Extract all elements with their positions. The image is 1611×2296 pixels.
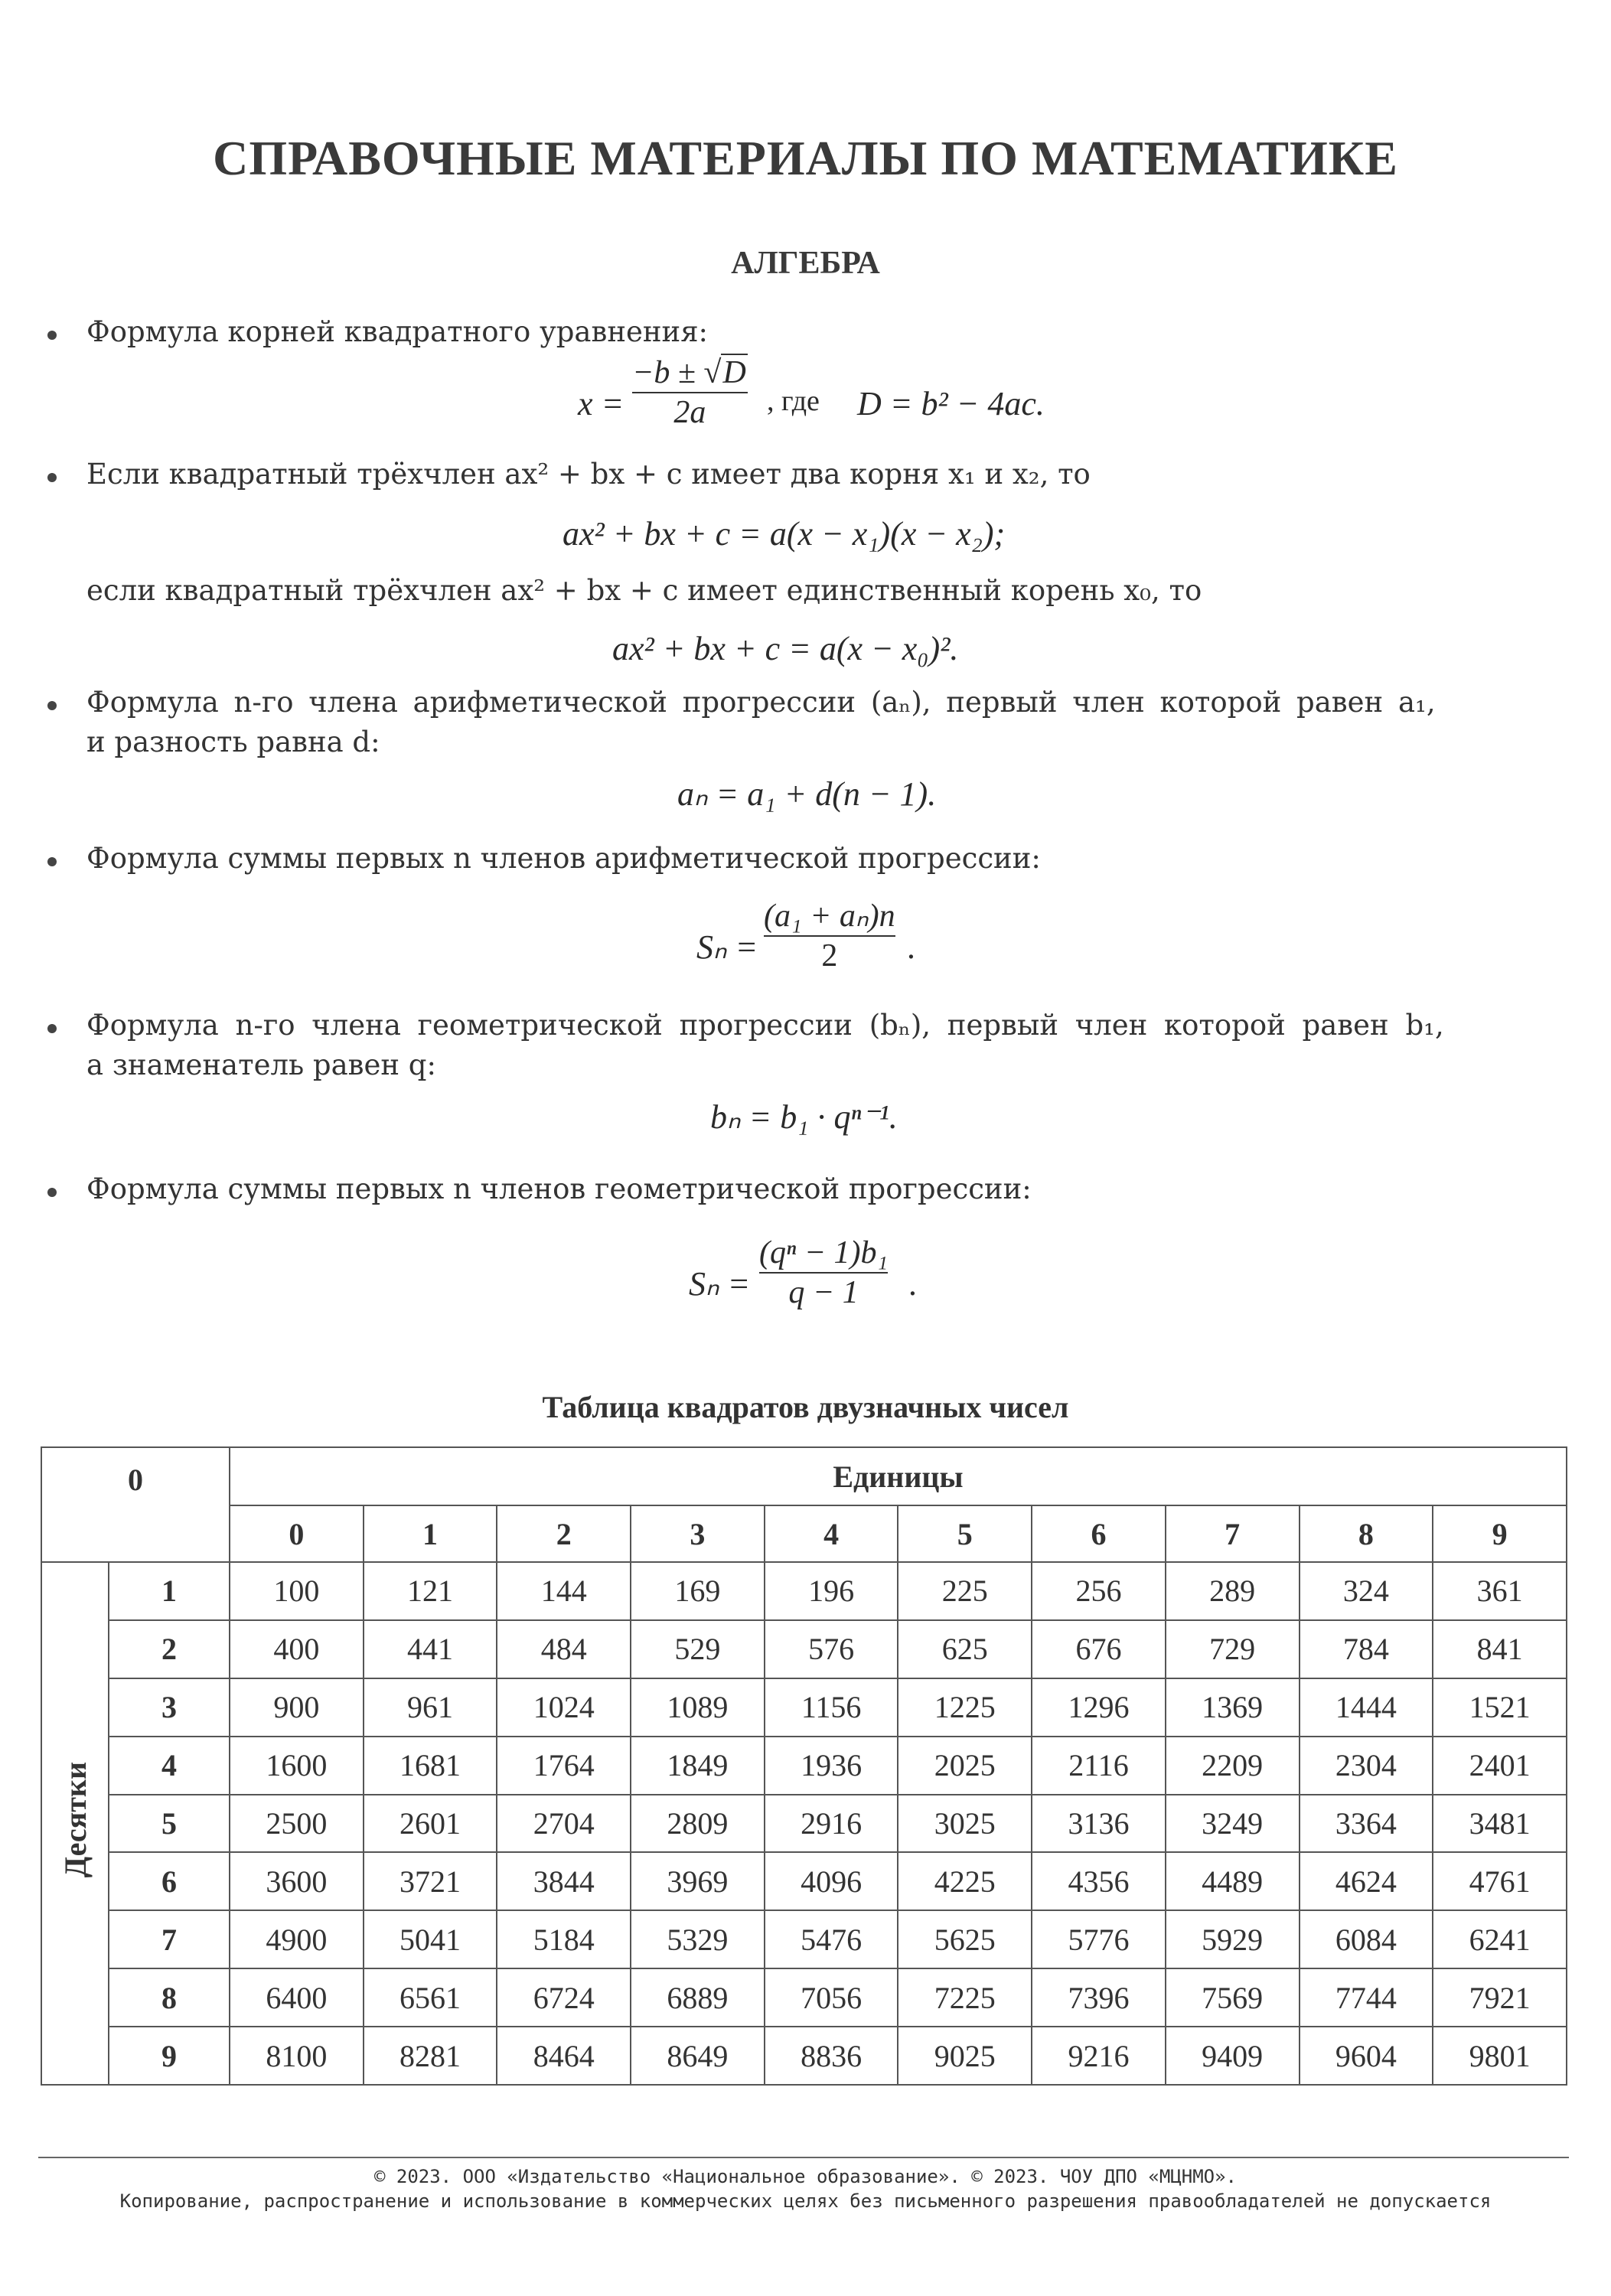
square-cell: 3249 — [1166, 1795, 1300, 1853]
square-cell: 169 — [631, 1562, 765, 1620]
page-title: СПРАВОЧНЫЕ МАТЕРИАЛЫ ПО МАТЕМАТИКЕ — [213, 131, 1398, 185]
square-cell: 5184 — [497, 1910, 631, 1968]
geom-sum-denominator: q − 1 — [788, 1275, 859, 1310]
quad-discriminant: D = b² − 4ac. — [857, 385, 1045, 422]
table-title: Таблица квадратов двузначных чисел — [542, 1390, 1069, 1424]
arith-sum-end: . — [908, 928, 916, 966]
arith-sum-denominator: 2 — [821, 938, 838, 974]
square-cell: 100 — [230, 1562, 364, 1620]
tens-label: Десятки — [57, 1761, 93, 1878]
arith-sum-lhs: Sₙ = — [696, 928, 758, 966]
arith-sum-numerator: (a₁ + aₙ)n — [764, 899, 895, 934]
square-cell: 144 — [497, 1562, 631, 1620]
trinomial-text-2: если квадратный трёхчлен ax² + bx + c имеет единственный корень x₀, то — [86, 574, 1202, 607]
quad-denominator: 2a — [673, 395, 706, 430]
square-cell: 1444 — [1300, 1678, 1433, 1737]
tens-header-6: 6 — [109, 1852, 230, 1910]
square-cell: 2500 — [230, 1795, 364, 1853]
table-row — [41, 1562, 1567, 1620]
square-cell: 5476 — [765, 1910, 898, 1968]
square-cell: 1849 — [631, 1737, 765, 1795]
quad-num-root: D — [722, 355, 746, 390]
square-cell: 4225 — [898, 1852, 1032, 1910]
square-cell: 121 — [364, 1562, 497, 1620]
units-header: Единицы — [230, 1447, 1567, 1505]
square-cell: 8649 — [631, 2027, 765, 2085]
unit-header-7: 7 — [1166, 1505, 1300, 1562]
square-cell: 625 — [898, 1620, 1032, 1678]
square-cell: 1296 — [1032, 1678, 1166, 1737]
table-row — [41, 1737, 1567, 1795]
footer-copyright: © 2023. ООО «Издательство «Национальное образование». © 2023. ЧОУ ДПО «МЦНМО». — [373, 2166, 1238, 2187]
tens-header-4: 4 — [109, 1737, 230, 1795]
table-row — [41, 1852, 1567, 1910]
unit-header-0: 0 — [230, 1505, 364, 1562]
unit-header-2: 2 — [497, 1505, 631, 1562]
square-cell: 3600 — [230, 1852, 364, 1910]
square-cell: 2209 — [1166, 1737, 1300, 1795]
square-cell: 6561 — [364, 1968, 497, 2027]
table-corner: 0 — [41, 1447, 230, 1562]
square-cell: 2916 — [765, 1795, 898, 1853]
square-cell: 784 — [1300, 1620, 1433, 1678]
square-cell: 1089 — [631, 1678, 765, 1737]
square-cell: 3721 — [364, 1852, 497, 1910]
arith-sum-text: Формула суммы первых n членов арифметической прогрессии: — [86, 842, 1041, 875]
square-cell: 3844 — [497, 1852, 631, 1910]
square-cell: 484 — [497, 1620, 631, 1678]
bullet-marker — [47, 857, 57, 866]
section-title: АЛГЕБРА — [731, 246, 880, 281]
arith-nth-text-2: и разность равна d: — [86, 726, 380, 758]
tens-header-1: 1 — [109, 1562, 230, 1620]
geom-sum-lhs: Sₙ = — [689, 1265, 751, 1303]
square-cell: 1936 — [765, 1737, 898, 1795]
table-row — [41, 1910, 1567, 1968]
square-cell: 6889 — [631, 1968, 765, 2027]
square-cell: 1521 — [1433, 1678, 1567, 1737]
square-cell: 7056 — [765, 1968, 898, 2027]
square-cell: 2116 — [1032, 1737, 1166, 1795]
square-cell: 576 — [765, 1620, 898, 1678]
square-cell: 6241 — [1433, 1910, 1567, 1968]
geom-nth-formula: bₙ = b₁ · qⁿ⁻¹. — [710, 1098, 898, 1136]
square-cell: 3481 — [1433, 1795, 1567, 1853]
square-cell: 5041 — [364, 1910, 497, 1968]
quad-where: , где — [767, 385, 820, 417]
tens-header-8: 8 — [109, 1968, 230, 2027]
square-cell: 961 — [364, 1678, 497, 1737]
square-cell: 7225 — [898, 1968, 1032, 2027]
tens-header-3: 3 — [109, 1678, 230, 1737]
tens-header-9: 9 — [109, 2027, 230, 2085]
bullet-marker — [47, 473, 57, 482]
square-cell: 8836 — [765, 2027, 898, 2085]
square-cell: 400 — [230, 1620, 364, 1678]
square-cell: 9025 — [898, 2027, 1032, 2085]
square-cell: 2601 — [364, 1795, 497, 1853]
table-row — [41, 2027, 1567, 2085]
unit-header-8: 8 — [1300, 1505, 1433, 1562]
square-cell: 1024 — [497, 1678, 631, 1737]
square-cell: 8464 — [497, 2027, 631, 2085]
square-cell: 9216 — [1032, 2027, 1166, 2085]
geom-nth-text-2: а знаменатель равен q: — [86, 1049, 436, 1081]
unit-header-9: 9 — [1433, 1505, 1567, 1562]
square-cell: 5625 — [898, 1910, 1032, 1968]
quad-formula-label: Формула корней квадратного уравнения: — [86, 315, 709, 348]
tens-header-5: 5 — [109, 1795, 230, 1853]
table-row — [41, 1678, 1567, 1737]
square-cell: 256 — [1032, 1562, 1166, 1620]
geom-sum-text: Формула суммы первых n членов геометрической прогрессии: — [86, 1172, 1032, 1205]
square-cell: 900 — [230, 1678, 364, 1737]
square-cell: 4624 — [1300, 1852, 1433, 1910]
table-row — [41, 1795, 1567, 1853]
bullet-marker — [47, 1024, 57, 1033]
quad-fraction — [632, 354, 748, 432]
arith-nth-formula: aₙ = a₁ + d(n − 1). — [677, 775, 937, 813]
square-cell: 7921 — [1433, 1968, 1567, 2027]
tens-label-cell — [41, 1562, 109, 2085]
square-cell: 3969 — [631, 1852, 765, 1910]
square-cell: 4761 — [1433, 1852, 1567, 1910]
geom-sum-fraction — [759, 1234, 888, 1312]
square-cell: 2401 — [1433, 1737, 1567, 1795]
quad-numerator: −b ± √D — [632, 355, 746, 390]
quad-lhs: x = — [578, 385, 625, 422]
unit-header-5: 5 — [898, 1505, 1032, 1562]
square-cell: 361 — [1433, 1562, 1567, 1620]
footer-divider — [38, 2157, 1569, 2158]
square-cell: 2704 — [497, 1795, 631, 1853]
square-cell: 676 — [1032, 1620, 1166, 1678]
square-cell: 3136 — [1032, 1795, 1166, 1853]
square-cell: 4096 — [765, 1852, 898, 1910]
unit-header-1: 1 — [364, 1505, 497, 1562]
square-cell: 2304 — [1300, 1737, 1433, 1795]
square-cell: 324 — [1300, 1562, 1433, 1620]
square-cell: 3025 — [898, 1795, 1032, 1853]
trinomial-formula-1: ax² + bx + c = a(x − x₁)(x − x₂); — [563, 515, 1006, 553]
arith-sum-fraction — [764, 897, 895, 975]
square-cell: 2025 — [898, 1737, 1032, 1795]
trinomial-text-1: Если квадратный трёхчлен ax² + bx + c имеет два корня x₁ и x₂, то — [86, 458, 1091, 491]
square-cell: 3364 — [1300, 1795, 1433, 1853]
square-cell: 1156 — [765, 1678, 898, 1737]
square-cell: 8281 — [364, 2027, 497, 2085]
square-cell: 5776 — [1032, 1910, 1166, 1968]
geom-sum-numerator: (qⁿ − 1)b₁ — [759, 1235, 889, 1270]
unit-header-4: 4 — [765, 1505, 898, 1562]
tens-header-7: 7 — [109, 1910, 230, 1968]
square-cell: 1369 — [1166, 1678, 1300, 1737]
square-cell: 6724 — [497, 1968, 631, 2027]
geom-nth-text-1: Формула n-го члена геометрической прогрессии (bₙ), первый член которой равен b₁, — [86, 1009, 1444, 1042]
square-cell: 529 — [631, 1620, 765, 1678]
bullet-marker — [47, 1188, 57, 1197]
square-cell: 1225 — [898, 1678, 1032, 1737]
square-cell: 9409 — [1166, 2027, 1300, 2085]
square-cell: 225 — [898, 1562, 1032, 1620]
bullet-marker — [47, 331, 57, 340]
square-cell: 5929 — [1166, 1910, 1300, 1968]
square-cell: 1764 — [497, 1737, 631, 1795]
unit-header-3: 3 — [631, 1505, 765, 1562]
square-cell: 729 — [1166, 1620, 1300, 1678]
square-cell: 289 — [1166, 1562, 1300, 1620]
square-cell: 6084 — [1300, 1910, 1433, 1968]
square-cell: 1681 — [364, 1737, 497, 1795]
trinomial-formula-2: ax² + bx + c = a(x − x₀)². — [612, 630, 959, 667]
table-row — [41, 1968, 1567, 2027]
squares-table — [41, 1446, 1567, 2086]
square-cell: 196 — [765, 1562, 898, 1620]
geom-sum-end: . — [909, 1265, 918, 1303]
square-cell: 7744 — [1300, 1968, 1433, 2027]
square-cell: 1600 — [230, 1737, 364, 1795]
square-cell: 9604 — [1300, 2027, 1433, 2085]
footer-notice: Копирование, распространение и использование в коммерческих целях без письменного разрешения правообладателей не допускается — [119, 2190, 1492, 2212]
bullet-marker — [47, 701, 57, 710]
square-cell: 4356 — [1032, 1852, 1166, 1910]
quad-num-prefix: −b ± — [632, 355, 704, 390]
table-row — [41, 1620, 1567, 1678]
square-cell: 5329 — [631, 1910, 765, 1968]
square-cell: 4900 — [230, 1910, 364, 1968]
square-cell: 6400 — [230, 1968, 364, 2027]
unit-header-6: 6 — [1032, 1505, 1166, 1562]
square-cell: 441 — [364, 1620, 497, 1678]
square-cell: 7569 — [1166, 1968, 1300, 2027]
square-cell: 9801 — [1433, 2027, 1567, 2085]
square-cell: 7396 — [1032, 1968, 1166, 2027]
square-cell: 4489 — [1166, 1852, 1300, 1910]
square-cell: 841 — [1433, 1620, 1567, 1678]
arith-nth-text-1: Формула n-го члена арифметической прогрессии (aₙ), первый член которой равен a₁, — [86, 686, 1436, 719]
tens-header-2: 2 — [109, 1620, 230, 1678]
square-cell: 2809 — [631, 1795, 765, 1853]
square-cell: 8100 — [230, 2027, 364, 2085]
